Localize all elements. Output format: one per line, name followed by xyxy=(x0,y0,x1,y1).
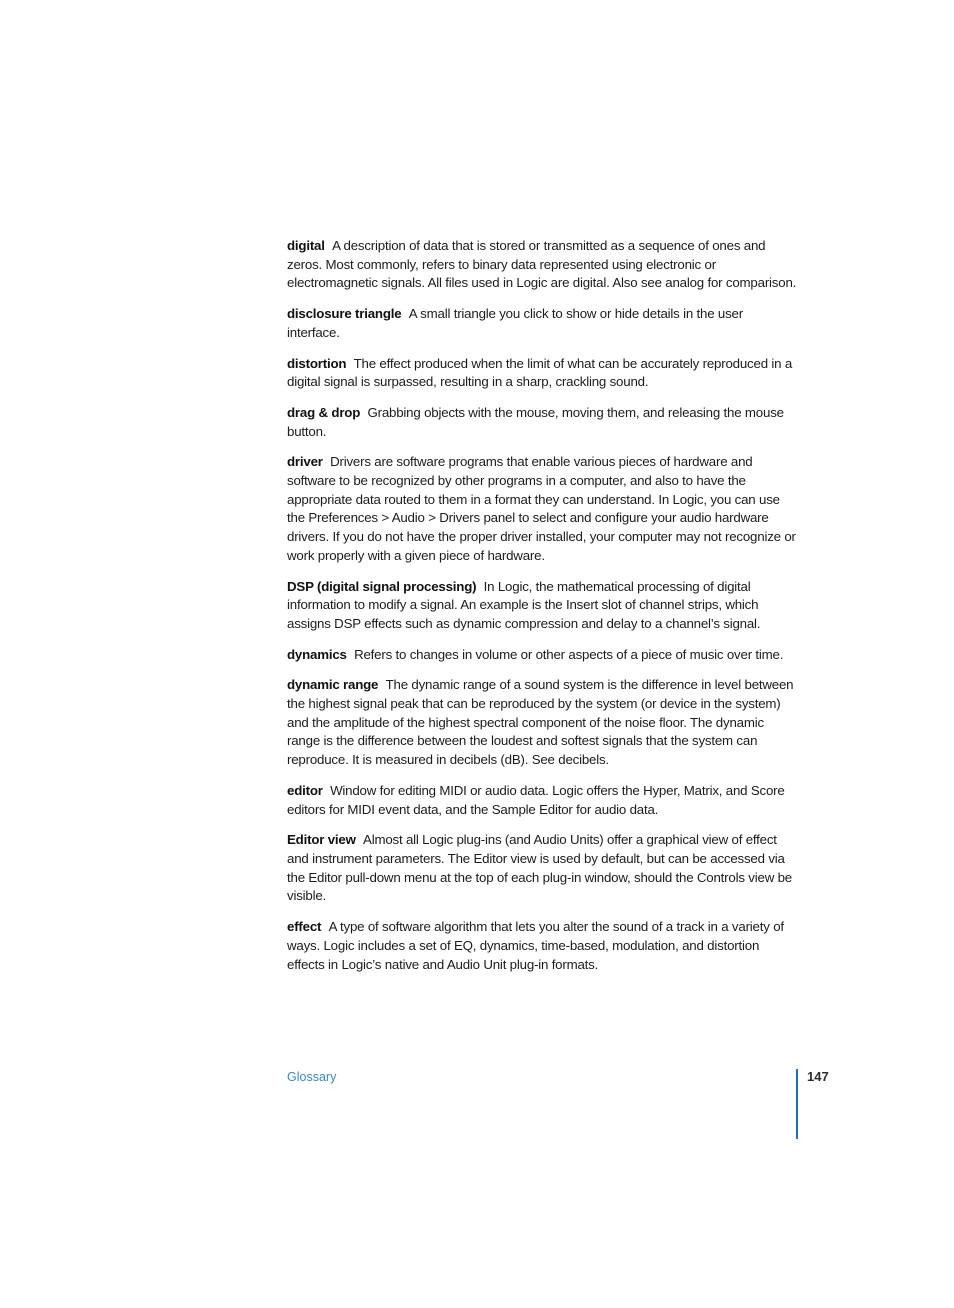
glossary-entry xyxy=(287,676,799,770)
glossary-definition: The effect produced when the limit of what can be accurately reproduced in a digital signal is surpassed, resulting in a sharp, crackling sound. xyxy=(287,355,793,390)
glossary-definition: Window for editing MIDI or audio data. Logic offers the Hyper, Matrix, and Score editors for MIDI event data, and the Sample Editor for audio data. xyxy=(287,782,785,817)
glossary-entry xyxy=(287,404,799,441)
glossary-term: driver xyxy=(287,454,323,470)
glossary-definition: In Logic, the mathematical processing of digital information to modify a signal. An example is the Insert slot of channel strips, which assigns DSP effects such as dynamic compression and delay to a channel’s signal. xyxy=(287,578,761,631)
page-number: 147 xyxy=(807,1069,829,1084)
glossary-term: DSP (digital signal processing) xyxy=(287,578,477,594)
glossary-definition: Drivers are software programs that enable various pieces of hardware and software to be recognized by other programs in a computer, and also to have the appropriate data routed to them in a format they can understand. In Logic, you can use the Preferences > Audio > Drivers panel to select and configure your audio hardware drivers. If you do not have the proper driver installed, your computer may not recognize or work properly with a given piece of hardware. xyxy=(287,454,796,563)
glossary-entry xyxy=(287,918,799,974)
glossary-term: Editor view xyxy=(287,832,356,848)
glossary-term: effect xyxy=(287,919,322,935)
glossary-definition: The dynamic range of a sound system is the difference in level between the highest signal peak that can be reproduced by the system (or device in the system) and the amplitude of the highest spectral component of the noise floor. The dynamic range is the difference between the loudest and softest signals that the system can reproduce. It is measured in decibels (dB). See decibels. xyxy=(287,677,794,768)
glossary-entry xyxy=(287,646,799,665)
glossary-entry xyxy=(287,578,799,634)
glossary-entry xyxy=(287,782,799,819)
glossary-footer-link[interactable]: Glossary xyxy=(287,1070,337,1084)
glossary-term: dynamics xyxy=(287,646,347,662)
glossary-term: disclosure triangle xyxy=(287,306,402,322)
glossary-term: editor xyxy=(287,782,323,798)
footer-vertical-rule xyxy=(796,1069,798,1139)
glossary-definition: A description of data that is stored or transmitted as a sequence of ones and zeros. Most commonly, refers to binary data represented using electronic or electromagnetic signals. All files used in Logic are digital. Also see analog for comparison. xyxy=(287,238,797,291)
glossary-term: dynamic range xyxy=(287,677,379,693)
glossary-entry xyxy=(287,305,799,342)
glossary-entry xyxy=(287,831,799,906)
glossary-definition: Refers to changes in volume or other aspects of a piece of music over time. xyxy=(354,646,784,662)
glossary-definition: Grabbing objects with the mouse, moving them, and releasing the mouse button. xyxy=(287,404,784,439)
glossary-term: drag & drop xyxy=(287,404,361,420)
glossary-definition: A type of software algorithm that lets you alter the sound of a track in a variety of ways. Logic includes a set of EQ, dynamics, time-based, modulation, and distortion effects in Logic’s native and Audio Unit plug-in formats. xyxy=(287,919,784,972)
glossary-definition: A small triangle you click to show or hide details in the user interface. xyxy=(287,306,743,340)
glossary-entry xyxy=(287,355,799,392)
glossary-content xyxy=(287,237,799,974)
glossary-definition: Almost all Logic plug-ins (and Audio Units) offer a graphical view of effect and instrument parameters. The Editor view is used by default, but can be accessed via the Editor pull-down menu at the top of each plug-in window, should the Controls view be visible. xyxy=(287,832,792,904)
glossary-term: digital xyxy=(287,238,325,253)
glossary-entry xyxy=(287,237,799,293)
glossary-term: distortion xyxy=(287,355,347,371)
glossary-entry xyxy=(287,453,799,565)
